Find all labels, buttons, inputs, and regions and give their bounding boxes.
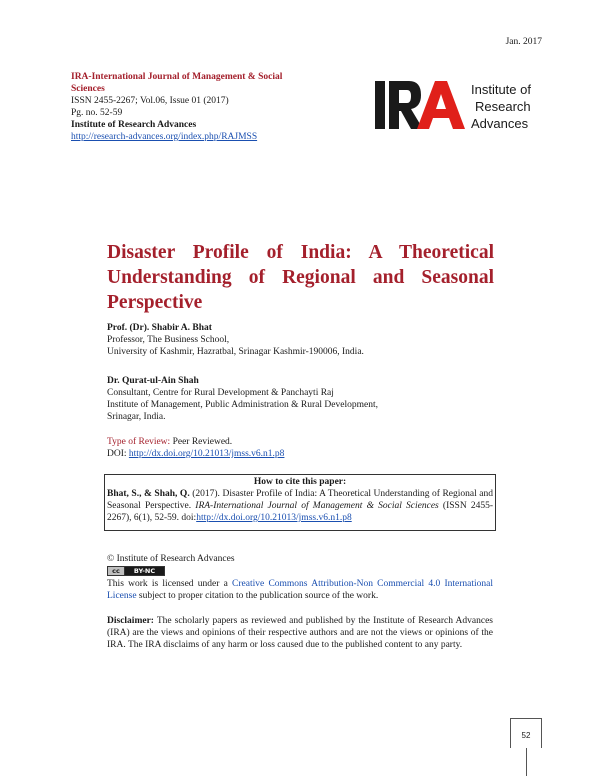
disclaimer: [107, 615, 493, 651]
cc-license-badge-icon[interactable]: [107, 566, 165, 576]
cc-badge-terms: BY-NC: [125, 567, 164, 575]
license-text: [107, 578, 493, 602]
journal-info: [71, 71, 296, 143]
publisher-name: Institute of Research Advances: [71, 120, 197, 130]
page-number-rule: [526, 748, 527, 776]
cc-badge-left: cc: [108, 567, 125, 575]
review-label: Type of Review:: [107, 437, 171, 447]
logo-text-line3: Advances: [471, 116, 529, 131]
citation-details: (ISSN 2455-2267), 6(1), 52-59. doi:: [107, 501, 494, 523]
license-suffix: subject to proper citation to the publication source of the work.: [136, 591, 379, 601]
logo-letter-i: [375, 81, 385, 129]
citation-heading: How to cite this paper:: [253, 477, 347, 487]
citation-authors: Bhat, S., & Shah, Q.: [107, 489, 190, 499]
license-prefix: This work is licensed under a: [107, 579, 233, 589]
author-block-2: [107, 375, 507, 423]
author-affiliation: Professor, The Business School,: [107, 335, 230, 345]
doi-link[interactable]: http://dx.doi.org/10.21013/jmss.v6.n1.p8: [128, 449, 285, 459]
citation-doi-link[interactable]: http://dx.doi.org/10.21013/jmss.v6.n1.p8: [196, 513, 352, 523]
citation-journal: IRA-International Journal of Management & Social Sciences: [195, 501, 439, 511]
doi-line: [107, 448, 507, 460]
citation-text: [107, 488, 493, 524]
logo-letter-a: [417, 81, 465, 129]
author-name: Prof. (Dr). Shabir A. Bhat: [107, 323, 212, 333]
citation-content: [107, 476, 493, 524]
paper-title: Disaster Profile of India: A Theoretical Understanding of Regional and Seasonal Perspective: [107, 242, 494, 313]
logo-text-line1: Institute of: [471, 82, 531, 97]
author-affiliation: Srinagar, India.: [107, 412, 166, 422]
disclaimer-label: Disclaimer:: [107, 616, 154, 626]
review-type: [107, 436, 507, 448]
issn-line: ISSN 2455-2267; Vol.06, Issue 01 (2017): [71, 96, 229, 106]
logo-letter-r: [389, 81, 423, 129]
author-name: Dr. Qurat-ul-Ain Shah: [107, 376, 199, 386]
license-link[interactable]: Creative Commons Attribution-Non Commercial 4.0 International License: [107, 579, 493, 601]
journal-url-link[interactable]: http://research-advances.org/index.php/RAJMSS: [71, 132, 258, 142]
page-number: 52: [510, 718, 542, 748]
disclaimer-text: The scholarly papers as reviewed and published by the Institute of Research Advances (IRA) are the views and opinions of their respective authors and are not the views or opinions of the IRA. The IRA disclaims of any harm or loss caused due to the published content to any party.: [107, 616, 493, 650]
doi-label: DOI:: [107, 449, 129, 459]
author-affiliation: Institute of Management, Public Administration & Rural Development,: [107, 400, 378, 410]
review-value: Peer Reviewed.: [170, 437, 233, 447]
citation-body: (2017). Disaster Profile of India: A Theoretical Understanding of Regional and Seasonal Perspective.: [107, 489, 493, 511]
copyright-line: © Institute of Research Advances: [107, 554, 235, 564]
journal-name: IRA-International Journal of Management & Social Sciences: [71, 72, 283, 94]
issue-date: Jan. 2017: [505, 37, 542, 47]
author-affiliation: University of Kashmir, Hazratbal, Srinagar Kashmir-190006, India.: [107, 347, 364, 357]
author-block-1: [107, 322, 507, 358]
pages-line: Pg. no. 52-59: [71, 108, 123, 118]
ira-logo: [375, 76, 555, 138]
author-affiliation: Consultant, Centre for Rural Development & Panchayti Raj: [107, 388, 334, 398]
review-block: [107, 436, 507, 460]
logo-text-line2: Research: [475, 99, 531, 114]
